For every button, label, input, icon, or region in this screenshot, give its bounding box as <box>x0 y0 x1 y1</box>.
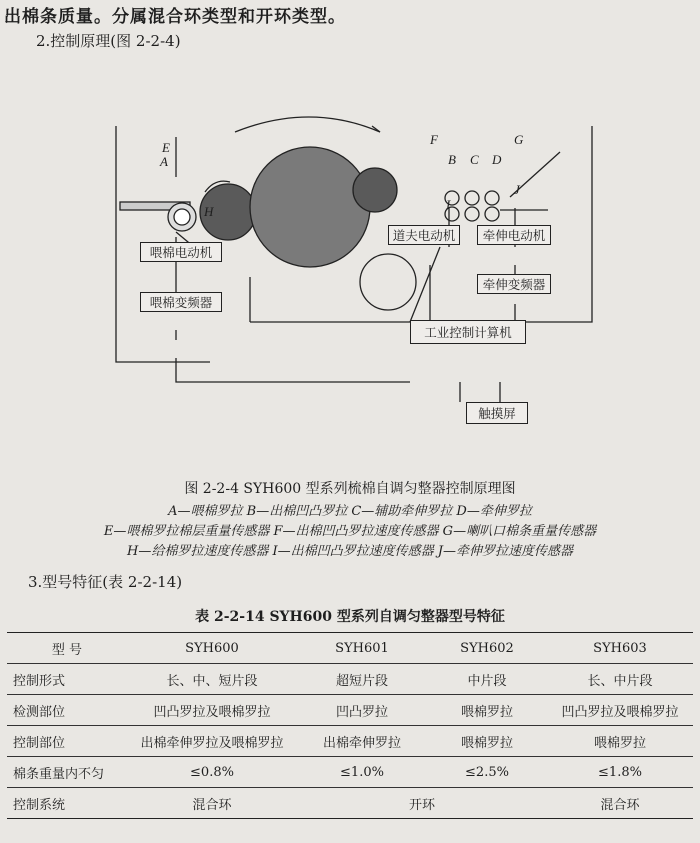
table-cell: 凹凸罗拉及喂棉罗拉 <box>547 695 693 726</box>
table-cell: ≤1.8% <box>547 757 693 788</box>
label-g: G <box>514 132 524 147</box>
table-cell: 超短片段 <box>297 664 427 695</box>
table-cell: 喂棉罗拉 <box>547 726 693 757</box>
label-f: F <box>430 132 438 147</box>
figure-caption: 图 2-2-4 SYH600 型系列梳棉自调匀整器控制原理图 <box>184 481 516 497</box>
table-header-cell: SYH602 <box>427 633 547 664</box>
table-cell: 长、中片段 <box>547 664 693 695</box>
outlet-motor-box: 道夫电动机 <box>388 225 460 245</box>
table-row <box>7 726 693 757</box>
section-heading-3: 3.型号特征(表 2-2-14) <box>28 573 183 591</box>
table-cell: 混合环 <box>547 788 693 819</box>
table-cell: 凹凸罗拉及喂棉罗拉 <box>127 695 297 726</box>
draft-motor-box: 牵伸电动机 <box>477 225 551 245</box>
table-cell: 控制部位 <box>7 726 127 757</box>
table-row <box>7 788 693 819</box>
table-cell: 检测部位 <box>7 695 127 726</box>
label-b: B <box>448 152 456 167</box>
table-cell: 开环 <box>297 788 547 819</box>
table-row <box>7 664 693 695</box>
table-title: 表 2-2-14 SYH600 型系列自调匀整器型号特征 <box>195 609 505 625</box>
table-cell: 喂棉罗拉 <box>427 726 547 757</box>
table-header-row <box>7 633 693 664</box>
table-cell: 棉条重量内不匀 <box>7 757 127 788</box>
table-cell: 控制形式 <box>7 664 127 695</box>
table-cell: 长、中、短片段 <box>127 664 297 695</box>
spec-table <box>7 632 693 819</box>
legend-line-2: E—喂棉罗拉棉层重量传感器 F—出棉凹凸罗拉速度传感器 G—喇叭口棉条重量传感器 <box>103 524 597 539</box>
table-header-cell: SYH603 <box>547 633 693 664</box>
table-row <box>7 695 693 726</box>
touch-screen-box: 触摸屏 <box>466 402 528 424</box>
table-cell: 出棉牵伸罗拉及喂棉罗拉 <box>127 726 297 757</box>
table-cell: 出棉牵伸罗拉 <box>297 726 427 757</box>
table-cell: 控制系统 <box>7 788 127 819</box>
legend-line-1: A—喂棉罗拉 B—出棉凹凸罗拉 C—辅助牵伸罗拉 D—牵伸罗拉 <box>168 504 532 519</box>
table-cell: ≤1.0% <box>297 757 427 788</box>
label-i: I <box>446 197 451 212</box>
feed-vfd-box: 喂棉变频器 <box>140 292 222 312</box>
feed-motor-box: 喂棉电动机 <box>140 242 222 262</box>
label-j: J <box>514 182 520 197</box>
table-cell: ≤0.8% <box>127 757 297 788</box>
draft-vfd-box: 牵伸变频器 <box>477 274 551 294</box>
top-text: 出棉条质量。分属混合环类型和开环类型。 <box>4 7 346 27</box>
section-heading-2: 2.控制原理(图 2-2-4) <box>36 32 181 50</box>
table-cell: 混合环 <box>127 788 297 819</box>
table-row <box>7 757 693 788</box>
plc-box: 工业控制计算机 <box>410 320 526 344</box>
table-header-cell: SYH601 <box>297 633 427 664</box>
table-header-cell: 型 号 <box>7 633 127 664</box>
table-cell: 凹凸罗拉 <box>297 695 427 726</box>
legend-line-3: H—给棉罗拉速度传感器 I—出棉凹凸罗拉速度传感器 J—牵伸罗拉速度传感器 <box>127 544 573 559</box>
table-header-cell: SYH600 <box>127 633 297 664</box>
label-h: H <box>204 204 214 219</box>
label-d: D <box>492 152 502 167</box>
table-cell: ≤2.5% <box>427 757 547 788</box>
diagram-lines <box>0 82 700 472</box>
label-a: A <box>160 154 168 169</box>
table-cell: 中片段 <box>427 664 547 695</box>
control-diagram <box>0 82 700 472</box>
label-e: E <box>162 140 170 155</box>
table-cell: 喂棉罗拉 <box>427 695 547 726</box>
label-c: C <box>470 152 479 167</box>
spec-table-wrap <box>7 632 693 819</box>
